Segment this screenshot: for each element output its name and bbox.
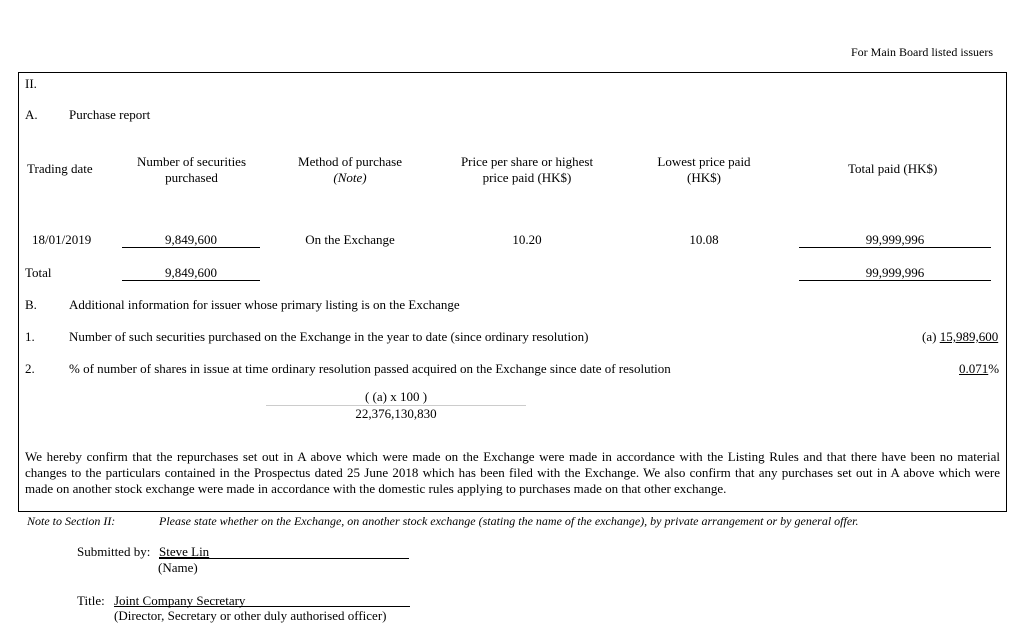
section-b-label: B. <box>25 297 37 312</box>
title-line <box>114 606 410 607</box>
item-2-number: 2. <box>25 361 35 376</box>
section-a-label: A. <box>25 107 38 122</box>
total-number: 9,849,600 <box>165 265 217 280</box>
submitted-by-name: Steve Lin <box>159 544 210 559</box>
total-paid-value: 99,999,996 <box>865 265 925 280</box>
submitted-by-caption: (Name) <box>158 560 198 575</box>
row-number-underline <box>122 247 260 248</box>
total-number-underline <box>122 280 260 281</box>
submitted-by-label: Submitted by: <box>77 544 151 559</box>
item-1-text: Number of such securities purchased on the Exchange in the year to date (since ordinary resolution) <box>69 329 589 344</box>
note-label: Note to Section II: <box>27 514 116 528</box>
row-total-paid: 99,999,996 <box>865 232 925 247</box>
title-label: Title: <box>77 593 105 608</box>
section-a-title: Purchase report <box>69 107 151 122</box>
title-value: Joint Company Secretary <box>114 593 246 608</box>
total-label: Total <box>25 265 52 280</box>
row-trading-date: 18/01/2019 <box>32 232 92 247</box>
col-number-of-securities: Number of securities purchased <box>136 154 247 185</box>
col-method-of-purchase: Method of purchase (Note) <box>298 154 402 185</box>
item-1-value: (a) 15,989,600 <box>922 329 999 344</box>
item-2-text: % of number of shares in issue at time ordinary resolution passed acquired on the Exchange since date of resolution <box>69 361 671 376</box>
issuer-type-header: For Main Board listed issuers <box>851 45 993 59</box>
submitted-by-line <box>159 558 409 559</box>
col-lowest-price: Lowest price paid (HK$) <box>657 154 751 185</box>
row-number-purchased: 9,849,600 <box>165 232 217 247</box>
row-total-underline <box>799 247 991 248</box>
row-lowest-price: 10.08 <box>689 232 719 247</box>
col-trading-date: Trading date <box>27 161 93 176</box>
section-ii-box <box>18 72 1007 512</box>
row-method: On the Exchange <box>305 232 395 247</box>
total-paid-underline <box>799 280 991 281</box>
confirmation-paragraph: We hereby confirm that the repurchases set out in A above which were made on the Exchange were made in accordance with the Listing Rules and that there have been no material changes to the particulars contained in the Prospectus dated 25 June 2018 which has been filed with the Exchange. We also confirm that any purchases set out in A above which were made on another stock exchange were made in accordance with the domestic rules applying to purchases made on that other exchange. <box>25 449 1000 496</box>
row-highest-price: 10.20 <box>512 232 542 247</box>
note-text: Please state whether on the Exchange, on another stock exchange (stating the name of the exchange), by private arrangement or by general offer. <box>159 514 859 528</box>
item-1-number: 1. <box>25 329 35 344</box>
formula-numerator: ( (a) x 100 ) <box>364 389 428 404</box>
section-number: II. <box>25 76 37 91</box>
title-caption: (Director, Secretary or other duly authorised officer) <box>114 608 387 623</box>
col-highest-price: Price per share or highest price paid (HK$) <box>460 154 594 185</box>
col-total-paid: Total paid (HK$) <box>848 161 938 176</box>
section-b-title: Additional information for issuer whose primary listing is on the Exchange <box>69 297 460 312</box>
formula-denominator: 22,376,130,830 <box>355 406 437 421</box>
item-2-value: 0.071% <box>959 361 1000 376</box>
